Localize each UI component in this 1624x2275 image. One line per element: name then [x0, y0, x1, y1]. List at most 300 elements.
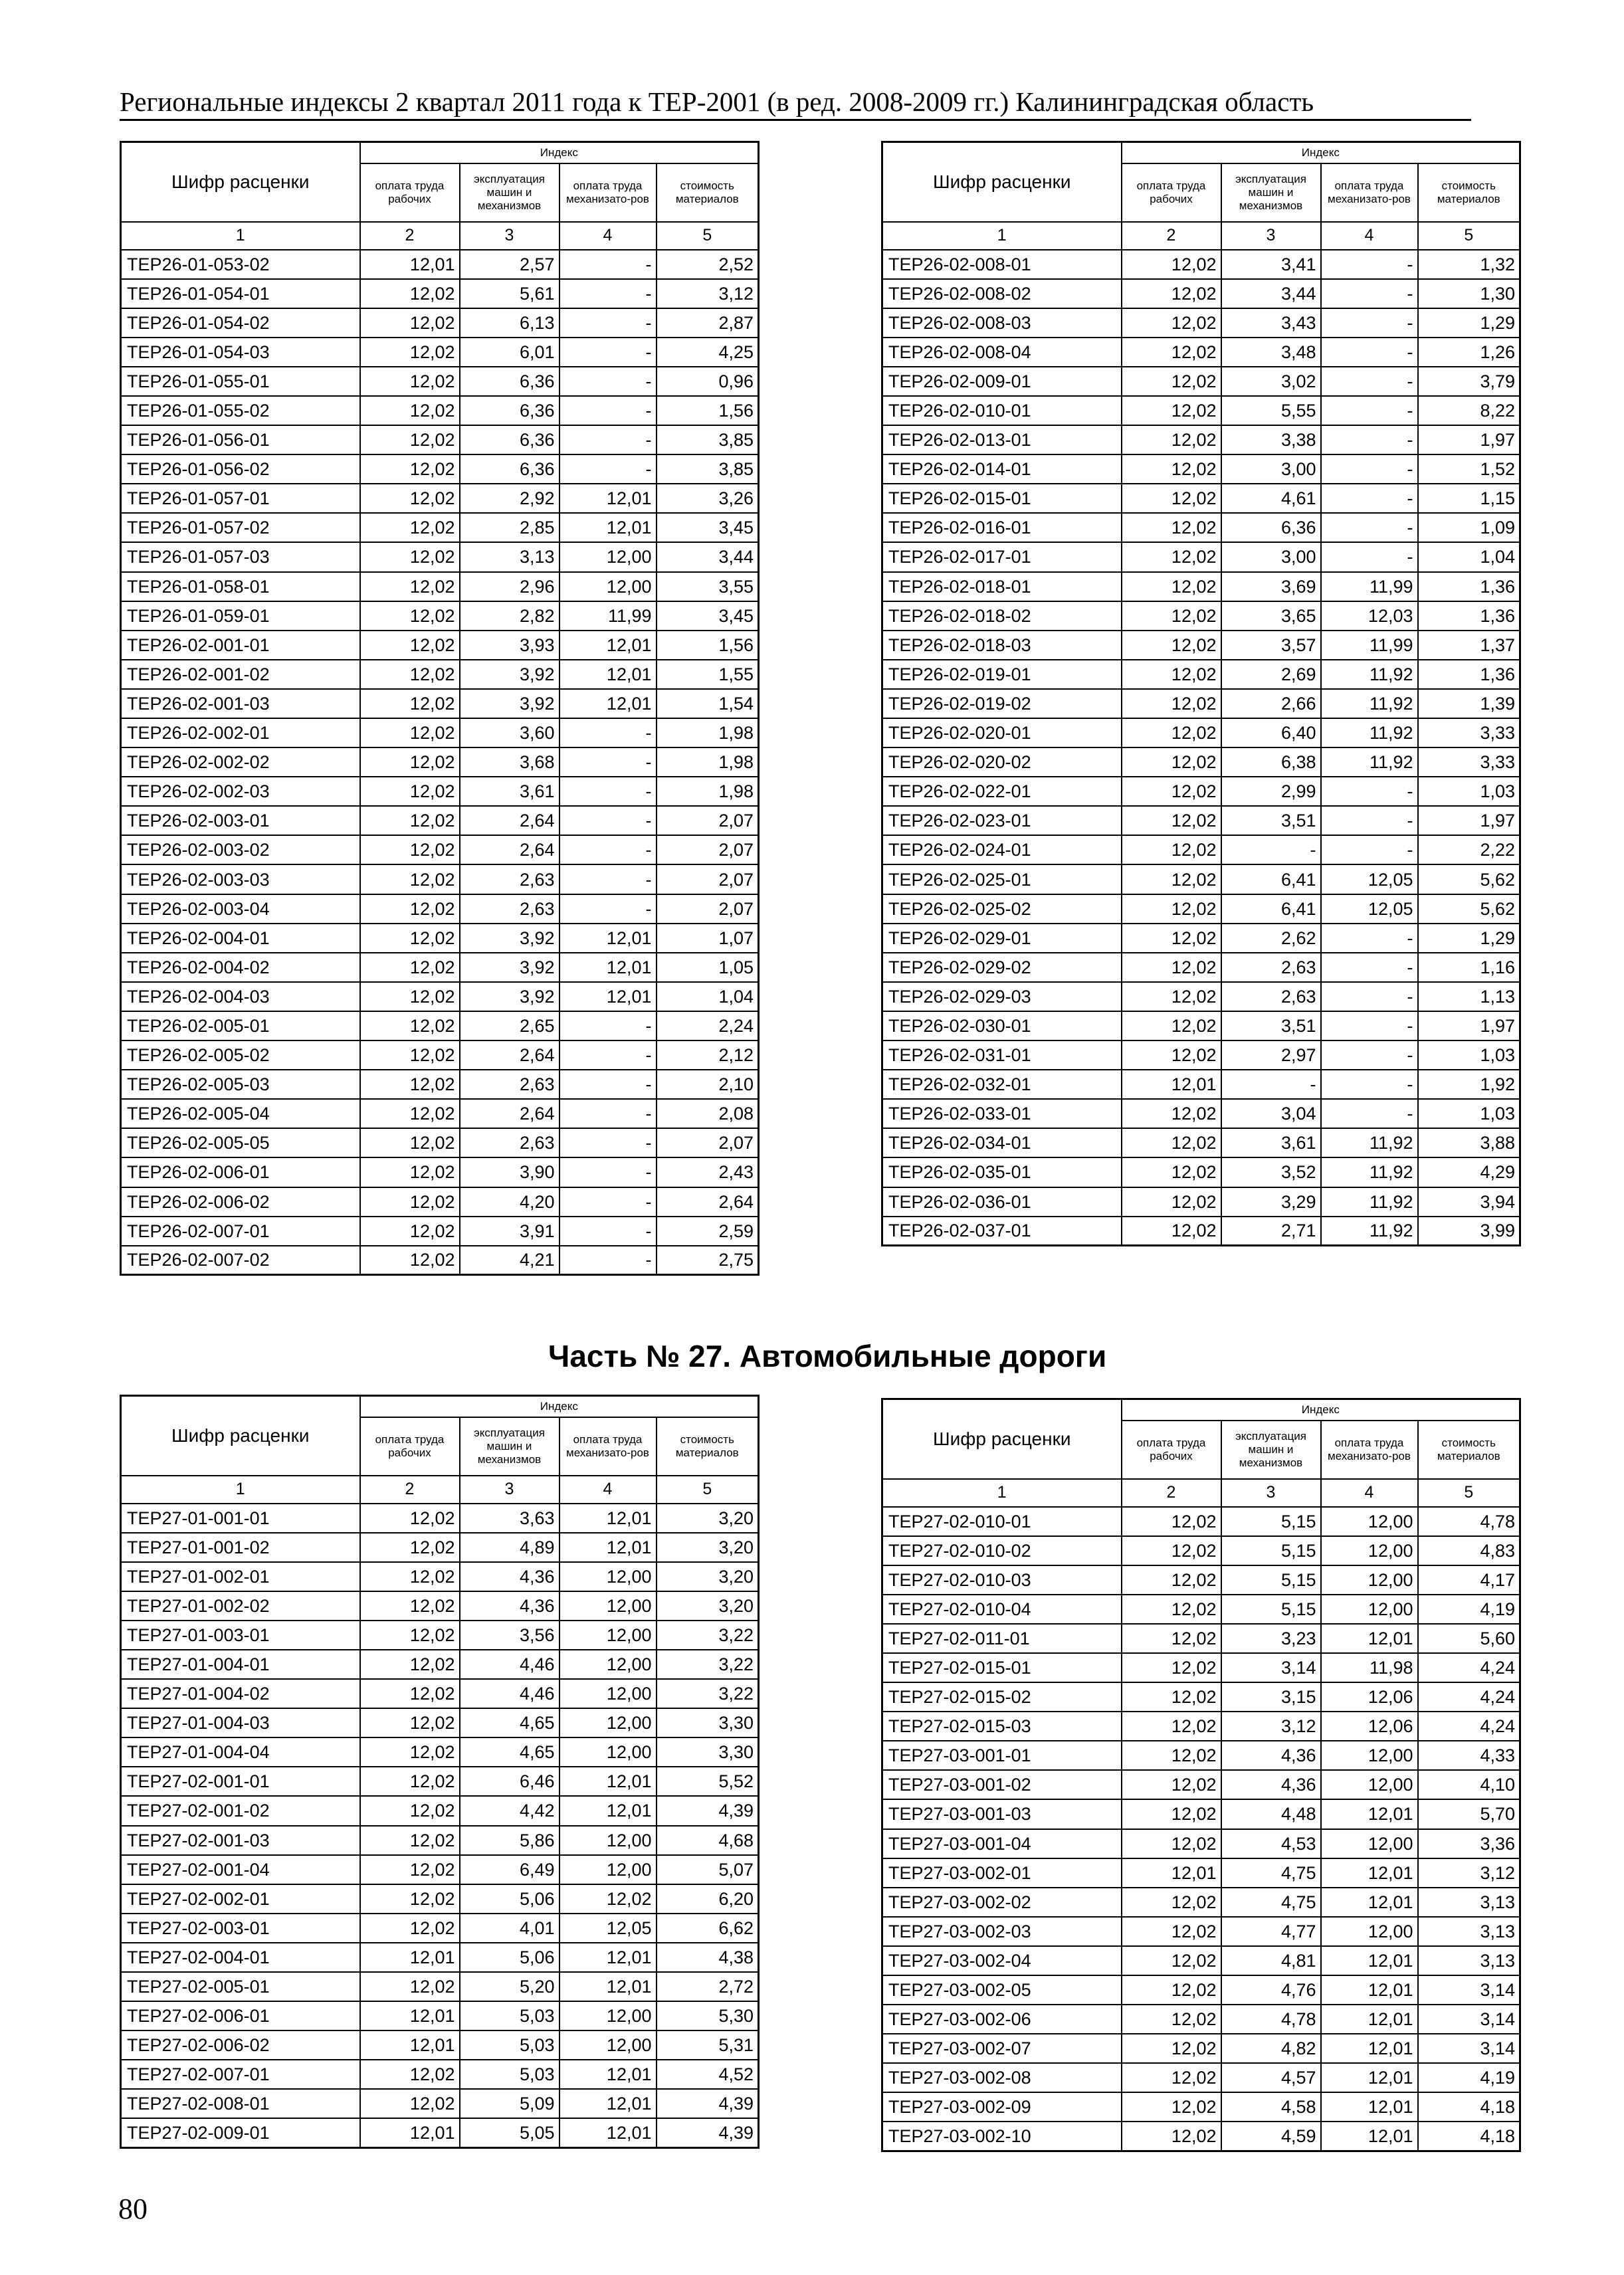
- index-value-cell: 5,15: [1221, 1507, 1321, 1536]
- rate-code-cell: ТЕР26-02-001-01: [121, 631, 360, 660]
- index-value-cell: 2,52: [657, 250, 759, 279]
- index-value-cell: 1,29: [1418, 924, 1520, 953]
- table-row: [121, 1796, 759, 1825]
- index-value-cell: -: [559, 835, 657, 864]
- index-value-cell: 4,38: [657, 1943, 759, 1972]
- rate-code-cell: ТЕР27-01-002-01: [121, 1562, 360, 1591]
- index-value-cell: 12,06: [1321, 1682, 1418, 1712]
- index-value-cell: 5,07: [657, 1855, 759, 1884]
- index-value-cell: 12,02: [360, 1826, 460, 1855]
- index-value-cell: -: [1321, 1070, 1418, 1099]
- index-value-cell: 4,20: [460, 1187, 559, 1217]
- index-value-cell: -: [1321, 542, 1418, 571]
- index-value-cell: 12,02: [1122, 1829, 1221, 1858]
- index-value-cell: 2,99: [1221, 777, 1321, 806]
- table-row: [121, 601, 759, 631]
- index-value-cell: 1,98: [657, 777, 759, 806]
- rate-code-cell: ТЕР27-02-008-01: [121, 2089, 360, 2118]
- table-row: [882, 1741, 1520, 1770]
- header-code: Шифр расценки: [882, 142, 1122, 222]
- index-value-cell: 4,89: [460, 1533, 559, 1562]
- index-value-cell: -: [1321, 484, 1418, 513]
- index-value-cell: 3,13: [1418, 1888, 1520, 1917]
- rate-code-cell: ТЕР27-01-003-01: [121, 1621, 360, 1650]
- header-col-number: 5: [1418, 1479, 1520, 1507]
- index-value-cell: 12,02: [360, 747, 460, 777]
- rate-code-cell: ТЕР26-02-025-01: [882, 864, 1122, 894]
- table-row: [882, 1917, 1520, 1946]
- document-title: Региональные индексы 2 квартал 2011 года к ТЕР-2001 (в ред. 2008-2009 гг.) Калининградская область: [120, 85, 1515, 118]
- index-value-cell: 12,01: [559, 1533, 657, 1562]
- index-value-cell: 1,05: [657, 953, 759, 982]
- index-value-cell: 4,58: [1221, 2092, 1321, 2122]
- rate-code-cell: ТЕР27-02-007-01: [121, 2060, 360, 2089]
- table-row: [121, 1943, 759, 1972]
- table-row: [121, 542, 759, 571]
- index-value-cell: -: [559, 1011, 657, 1040]
- index-value-cell: 3,90: [460, 1157, 559, 1187]
- index-value-cell: 12,02: [1122, 1217, 1221, 1246]
- index-value-cell: 12,00: [559, 1650, 657, 1679]
- table-row: [121, 1914, 759, 1943]
- index-value-cell: 12,02: [360, 1884, 460, 1914]
- rate-code-cell: ТЕР26-01-053-02: [121, 250, 360, 279]
- index-value-cell: 3,63: [460, 1504, 559, 1533]
- index-value-cell: 3,92: [460, 660, 559, 689]
- index-value-cell: 3,20: [657, 1591, 759, 1621]
- index-value-cell: 3,56: [460, 1621, 559, 1650]
- table-row: [882, 513, 1520, 542]
- rate-code-cell: ТЕР27-03-001-03: [882, 1799, 1122, 1829]
- table-row: [121, 747, 759, 777]
- index-value-cell: 12,00: [559, 1621, 657, 1650]
- table-row: [121, 894, 759, 924]
- rate-code-cell: ТЕР26-01-056-01: [121, 425, 360, 454]
- index-value-cell: 1,97: [1418, 806, 1520, 835]
- index-value-cell: 2,71: [1221, 1217, 1321, 1246]
- rate-code-cell: ТЕР26-02-029-02: [882, 953, 1122, 982]
- index-value-cell: 3,61: [460, 777, 559, 806]
- index-value-cell: 3,41: [1221, 250, 1321, 279]
- index-value-cell: 12,02: [1122, 1536, 1221, 1565]
- index-value-cell: -: [559, 1128, 657, 1157]
- header-operator-wages: оплата труда механизато-ров: [1321, 163, 1418, 222]
- table-row: [121, 953, 759, 982]
- index-value-cell: -: [559, 864, 657, 894]
- index-value-cell: 11,92: [1321, 1217, 1418, 1246]
- index-value-cell: 12,02: [1122, 747, 1221, 777]
- index-value-cell: 12,02: [360, 367, 460, 396]
- rate-code-cell: ТЕР26-02-014-01: [882, 454, 1122, 484]
- index-value-cell: 12,02: [1122, 835, 1221, 864]
- rate-code-cell: ТЕР27-02-010-03: [882, 1565, 1122, 1595]
- index-value-cell: 2,22: [1418, 835, 1520, 864]
- index-value-cell: 12,02: [1122, 806, 1221, 835]
- index-value-cell: 2,75: [657, 1246, 759, 1275]
- index-value-cell: 3,91: [460, 1217, 559, 1246]
- index-value-cell: 12,01: [1321, 1975, 1418, 2005]
- index-value-cell: 1,36: [1418, 601, 1520, 631]
- table-row: [121, 718, 759, 747]
- index-value-cell: 3,15: [1221, 1682, 1321, 1712]
- index-value-cell: 3,38: [1221, 425, 1321, 454]
- table-row: [121, 484, 759, 513]
- index-value-cell: 3,12: [657, 279, 759, 308]
- index-value-cell: 12,02: [1122, 982, 1221, 1011]
- index-value-cell: 12,02: [1122, 1187, 1221, 1217]
- table-row: [121, 1650, 759, 1679]
- index-value-cell: 12,01: [559, 513, 657, 542]
- header-material-cost: стоимость материалов: [657, 1417, 759, 1476]
- index-value-cell: 12,00: [559, 2001, 657, 2030]
- rate-code-cell: ТЕР26-02-037-01: [882, 1217, 1122, 1246]
- index-value-cell: 6,36: [460, 367, 559, 396]
- header-code: Шифр расценки: [882, 1399, 1122, 1479]
- index-value-cell: 1,98: [657, 718, 759, 747]
- rate-code-cell: ТЕР26-02-004-03: [121, 982, 360, 1011]
- header-operator-wages: оплата труда механизато-ров: [559, 1417, 657, 1476]
- index-value-cell: 2,12: [657, 1040, 759, 1070]
- index-value-cell: 2,08: [657, 1099, 759, 1128]
- index-value-cell: 2,66: [1221, 689, 1321, 718]
- index-value-cell: 1,92: [1418, 1070, 1520, 1099]
- index-value-cell: 12,00: [559, 1591, 657, 1621]
- index-value-cell: 2,43: [657, 1157, 759, 1187]
- index-value-cell: 4,17: [1418, 1565, 1520, 1595]
- rate-code-cell: ТЕР26-02-022-01: [882, 777, 1122, 806]
- table-row: [882, 631, 1520, 660]
- index-value-cell: -: [1321, 396, 1418, 425]
- index-value-cell: 12,02: [1122, 1653, 1221, 1682]
- header-labor-wages: оплата труда рабочих: [360, 163, 460, 222]
- index-value-cell: 3,51: [1221, 1011, 1321, 1040]
- table-row: [121, 308, 759, 338]
- table-row: [121, 1533, 759, 1562]
- index-value-cell: 12,01: [1321, 2005, 1418, 2034]
- index-value-cell: 3,88: [1418, 1128, 1520, 1157]
- rate-code-cell: ТЕР26-02-008-02: [882, 279, 1122, 308]
- index-value-cell: -: [1321, 250, 1418, 279]
- table-row: [121, 864, 759, 894]
- index-value-cell: 12,02: [360, 1767, 460, 1796]
- rate-code-cell: ТЕР27-01-004-01: [121, 1650, 360, 1679]
- table-row: [121, 338, 759, 367]
- index-value-cell: -: [559, 1217, 657, 1246]
- index-value-cell: 12,02: [1122, 308, 1221, 338]
- rate-code-cell: ТЕР26-02-003-01: [121, 806, 360, 835]
- table-row: [121, 689, 759, 718]
- table-row: [121, 1040, 759, 1070]
- index-value-cell: -: [1321, 454, 1418, 484]
- index-value-cell: -: [559, 718, 657, 747]
- index-value-cell: 11,92: [1321, 1157, 1418, 1187]
- index-value-cell: 3,57: [1221, 631, 1321, 660]
- index-value-cell: 3,22: [657, 1650, 759, 1679]
- rate-code-cell: ТЕР26-02-003-02: [121, 835, 360, 864]
- index-value-cell: 4,52: [657, 2060, 759, 2089]
- index-value-cell: 12,00: [1321, 1770, 1418, 1799]
- rate-code-cell: ТЕР26-01-057-01: [121, 484, 360, 513]
- index-value-cell: 11,92: [1321, 660, 1418, 689]
- index-value-cell: 8,22: [1418, 396, 1520, 425]
- index-value-cell: 11,92: [1321, 689, 1418, 718]
- index-value-cell: 12,02: [1122, 631, 1221, 660]
- table-row: [121, 2118, 759, 2147]
- rate-table-part26-left: [120, 141, 760, 1276]
- header-labor-wages: оплата труда рабочих: [1122, 1421, 1221, 1479]
- index-value-cell: 2,10: [657, 1070, 759, 1099]
- index-value-cell: 3,12: [1418, 1858, 1520, 1888]
- index-value-cell: 12,01: [1321, 1888, 1418, 1917]
- index-value-cell: 12,01: [1321, 2092, 1418, 2122]
- index-value-cell: 5,30: [657, 2001, 759, 2030]
- index-value-cell: 2,92: [460, 484, 559, 513]
- table-row: [121, 1011, 759, 1040]
- index-value-cell: 12,02: [360, 2089, 460, 2118]
- index-value-cell: 0,96: [657, 367, 759, 396]
- index-value-cell: 12,02: [360, 777, 460, 806]
- header-row-group: [882, 142, 1520, 163]
- index-value-cell: 12,01: [559, 953, 657, 982]
- index-value-cell: -: [1321, 367, 1418, 396]
- table-row: [882, 1946, 1520, 1975]
- index-value-cell: 4,78: [1418, 1507, 1520, 1536]
- index-value-cell: 3,02: [1221, 367, 1321, 396]
- index-value-cell: 12,01: [559, 1943, 657, 1972]
- index-value-cell: 2,07: [657, 1128, 759, 1157]
- table-row: [121, 1187, 759, 1217]
- index-value-cell: -: [559, 777, 657, 806]
- index-value-cell: 3,51: [1221, 806, 1321, 835]
- index-value-cell: 11,92: [1321, 1128, 1418, 1157]
- index-value-cell: 5,60: [1418, 1624, 1520, 1653]
- rate-code-cell: ТЕР26-02-031-01: [882, 1040, 1122, 1070]
- rate-code-cell: ТЕР26-02-029-03: [882, 982, 1122, 1011]
- table-row: [121, 924, 759, 953]
- index-value-cell: 3,44: [657, 542, 759, 571]
- index-value-cell: 3,93: [460, 631, 559, 660]
- rate-code-cell: ТЕР27-03-002-04: [882, 1946, 1122, 1975]
- index-value-cell: 12,01: [559, 924, 657, 953]
- rate-code-cell: ТЕР26-02-020-01: [882, 718, 1122, 747]
- index-value-cell: 4,46: [460, 1679, 559, 1708]
- index-value-cell: 12,02: [360, 924, 460, 953]
- index-value-cell: 6,13: [460, 308, 559, 338]
- index-value-cell: 4,19: [1418, 2063, 1520, 2092]
- index-value-cell: 12,02: [360, 1099, 460, 1128]
- index-value-cell: 4,83: [1418, 1536, 1520, 1565]
- rate-code-cell: ТЕР27-02-006-02: [121, 2030, 360, 2060]
- index-value-cell: 12,02: [360, 1070, 460, 1099]
- index-value-cell: 5,03: [460, 2060, 559, 2089]
- index-value-cell: 3,61: [1221, 1128, 1321, 1157]
- index-value-cell: -: [1321, 1040, 1418, 1070]
- table-row: [121, 777, 759, 806]
- table-row: [121, 1737, 759, 1767]
- index-value-cell: 1,13: [1418, 982, 1520, 1011]
- index-value-cell: 12,02: [360, 835, 460, 864]
- table-row: [882, 2034, 1520, 2063]
- index-value-cell: 2,07: [657, 835, 759, 864]
- index-value-cell: 12,02: [360, 513, 460, 542]
- header-row-group: [121, 142, 759, 163]
- index-value-cell: 12,02: [1122, 338, 1221, 367]
- index-value-cell: 3,20: [657, 1562, 759, 1591]
- rate-code-cell: ТЕР26-02-018-03: [882, 631, 1122, 660]
- table-row: [121, 396, 759, 425]
- index-value-cell: 12,02: [360, 1246, 460, 1275]
- index-value-cell: 2,65: [460, 1011, 559, 1040]
- table-row: [882, 806, 1520, 835]
- rate-code-cell: ТЕР26-02-005-01: [121, 1011, 360, 1040]
- index-value-cell: 3,14: [1418, 2005, 1520, 2034]
- rate-code-cell: ТЕР27-02-009-01: [121, 2118, 360, 2147]
- index-value-cell: 4,18: [1418, 2092, 1520, 2122]
- rate-code-cell: ТЕР27-03-001-01: [882, 1741, 1122, 1770]
- index-value-cell: 12,02: [1122, 864, 1221, 894]
- header-code: Шифр расценки: [121, 1396, 360, 1476]
- index-value-cell: 1,52: [1418, 454, 1520, 484]
- table-row: [121, 1562, 759, 1591]
- index-value-cell: 2,63: [460, 864, 559, 894]
- index-value-cell: 12,02: [360, 484, 460, 513]
- index-value-cell: 11,99: [559, 601, 657, 631]
- index-value-cell: 12,02: [1122, 513, 1221, 542]
- index-value-cell: 12,02: [360, 542, 460, 571]
- index-value-cell: 12,02: [1122, 2063, 1221, 2092]
- table-row: [882, 1829, 1520, 1858]
- index-value-cell: 2,64: [460, 806, 559, 835]
- index-value-cell: 12,05: [1321, 864, 1418, 894]
- index-value-cell: 11,92: [1321, 747, 1418, 777]
- index-value-cell: 2,07: [657, 806, 759, 835]
- index-value-cell: 3,12: [1221, 1712, 1321, 1741]
- index-value-cell: -: [559, 1070, 657, 1099]
- index-value-cell: 12,02: [360, 1796, 460, 1825]
- rate-code-cell: ТЕР27-01-004-02: [121, 1679, 360, 1708]
- index-value-cell: 12,02: [1122, 1888, 1221, 1917]
- index-value-cell: 3,13: [460, 542, 559, 571]
- index-value-cell: 12,01: [1321, 2034, 1418, 2063]
- index-value-cell: 12,02: [1122, 1128, 1221, 1157]
- rate-code-cell: ТЕР27-03-002-08: [882, 2063, 1122, 2092]
- index-value-cell: 12,02: [1122, 1799, 1221, 1829]
- rate-code-cell: ТЕР26-02-005-04: [121, 1099, 360, 1128]
- index-value-cell: 12,02: [360, 1621, 460, 1650]
- index-value-cell: 3,85: [657, 454, 759, 484]
- index-value-cell: 4,78: [1221, 2005, 1321, 2034]
- table-row: [882, 924, 1520, 953]
- index-value-cell: 12,00: [559, 2030, 657, 2060]
- index-value-cell: 12,01: [559, 1796, 657, 1825]
- header-col-number: 1: [121, 1476, 360, 1504]
- index-value-cell: 12,00: [1321, 1507, 1418, 1536]
- index-value-cell: 12,02: [360, 572, 460, 601]
- rate-code-cell: ТЕР26-02-036-01: [882, 1187, 1122, 1217]
- index-value-cell: 12,02: [1122, 396, 1221, 425]
- index-value-cell: 12,01: [559, 660, 657, 689]
- index-value-cell: 12,00: [1321, 1595, 1418, 1624]
- index-value-cell: 2,72: [657, 1972, 759, 2001]
- index-value-cell: -: [1321, 308, 1418, 338]
- rate-code-cell: ТЕР26-01-055-02: [121, 396, 360, 425]
- rate-code-cell: ТЕР27-03-002-06: [882, 2005, 1122, 2034]
- index-value-cell: 3,85: [657, 425, 759, 454]
- index-value-cell: 12,01: [559, 1972, 657, 2001]
- index-value-cell: 6,38: [1221, 747, 1321, 777]
- index-value-cell: 4,24: [1418, 1712, 1520, 1741]
- rate-table-part27-left: [120, 1395, 760, 2149]
- index-value-cell: 12,05: [1321, 894, 1418, 924]
- rate-code-cell: ТЕР26-02-003-04: [121, 894, 360, 924]
- index-value-cell: 12,00: [559, 1679, 657, 1708]
- index-value-cell: 4,24: [1418, 1682, 1520, 1712]
- rate-code-cell: ТЕР26-02-033-01: [882, 1099, 1122, 1128]
- index-value-cell: 5,05: [460, 2118, 559, 2147]
- table-row: [882, 1682, 1520, 1712]
- index-value-cell: 5,06: [460, 1943, 559, 1972]
- index-value-cell: 12,02: [360, 1217, 460, 1246]
- index-value-cell: 4,82: [1221, 2034, 1321, 2063]
- rate-code-cell: ТЕР26-02-001-02: [121, 660, 360, 689]
- table-row: [882, 1187, 1520, 1217]
- index-value-cell: 5,31: [657, 2030, 759, 2060]
- table-row: [882, 601, 1520, 631]
- rate-code-cell: ТЕР26-02-006-02: [121, 1187, 360, 1217]
- index-value-cell: 2,87: [657, 308, 759, 338]
- table-row: [882, 1975, 1520, 2005]
- index-value-cell: 3,60: [460, 718, 559, 747]
- index-value-cell: 12,01: [559, 1504, 657, 1533]
- index-value-cell: 3,52: [1221, 1157, 1321, 1187]
- index-value-cell: 3,33: [1418, 747, 1520, 777]
- header-operator-wages: оплата труда механизато-ров: [1321, 1421, 1418, 1479]
- table-row: [882, 2122, 1520, 2151]
- table-row: [882, 1624, 1520, 1653]
- index-value-cell: 4,36: [1221, 1741, 1321, 1770]
- index-value-cell: 3,00: [1221, 454, 1321, 484]
- table-row: [882, 454, 1520, 484]
- rate-code-cell: ТЕР27-01-002-02: [121, 1591, 360, 1621]
- rate-code-cell: ТЕР27-03-002-02: [882, 1888, 1122, 1917]
- index-value-cell: 12,00: [1321, 1917, 1418, 1946]
- index-value-cell: 1,39: [1418, 689, 1520, 718]
- index-value-cell: 2,64: [460, 835, 559, 864]
- index-value-cell: -: [559, 894, 657, 924]
- table-row: [882, 835, 1520, 864]
- index-value-cell: 3,22: [657, 1679, 759, 1708]
- index-value-cell: 12,02: [1122, 1157, 1221, 1187]
- index-value-cell: 2,82: [460, 601, 559, 631]
- index-value-cell: 12,02: [1122, 1917, 1221, 1946]
- rate-code-cell: ТЕР27-02-001-04: [121, 1855, 360, 1884]
- index-value-cell: -: [1321, 279, 1418, 308]
- index-value-cell: 12,02: [360, 1855, 460, 1884]
- index-value-cell: 12,02: [1122, 279, 1221, 308]
- index-value-cell: 3,13: [1418, 1946, 1520, 1975]
- index-value-cell: 2,24: [657, 1011, 759, 1040]
- index-value-cell: 12,00: [559, 1562, 657, 1591]
- index-value-cell: 3,68: [460, 747, 559, 777]
- index-value-cell: 12,01: [1122, 1070, 1221, 1099]
- table-row: [882, 572, 1520, 601]
- table-row: [121, 2001, 759, 2030]
- index-value-cell: 12,02: [360, 689, 460, 718]
- index-value-cell: 12,02: [360, 1011, 460, 1040]
- header-col-number: 5: [657, 1476, 759, 1504]
- rate-code-cell: ТЕР26-02-002-03: [121, 777, 360, 806]
- index-value-cell: 3,69: [1221, 572, 1321, 601]
